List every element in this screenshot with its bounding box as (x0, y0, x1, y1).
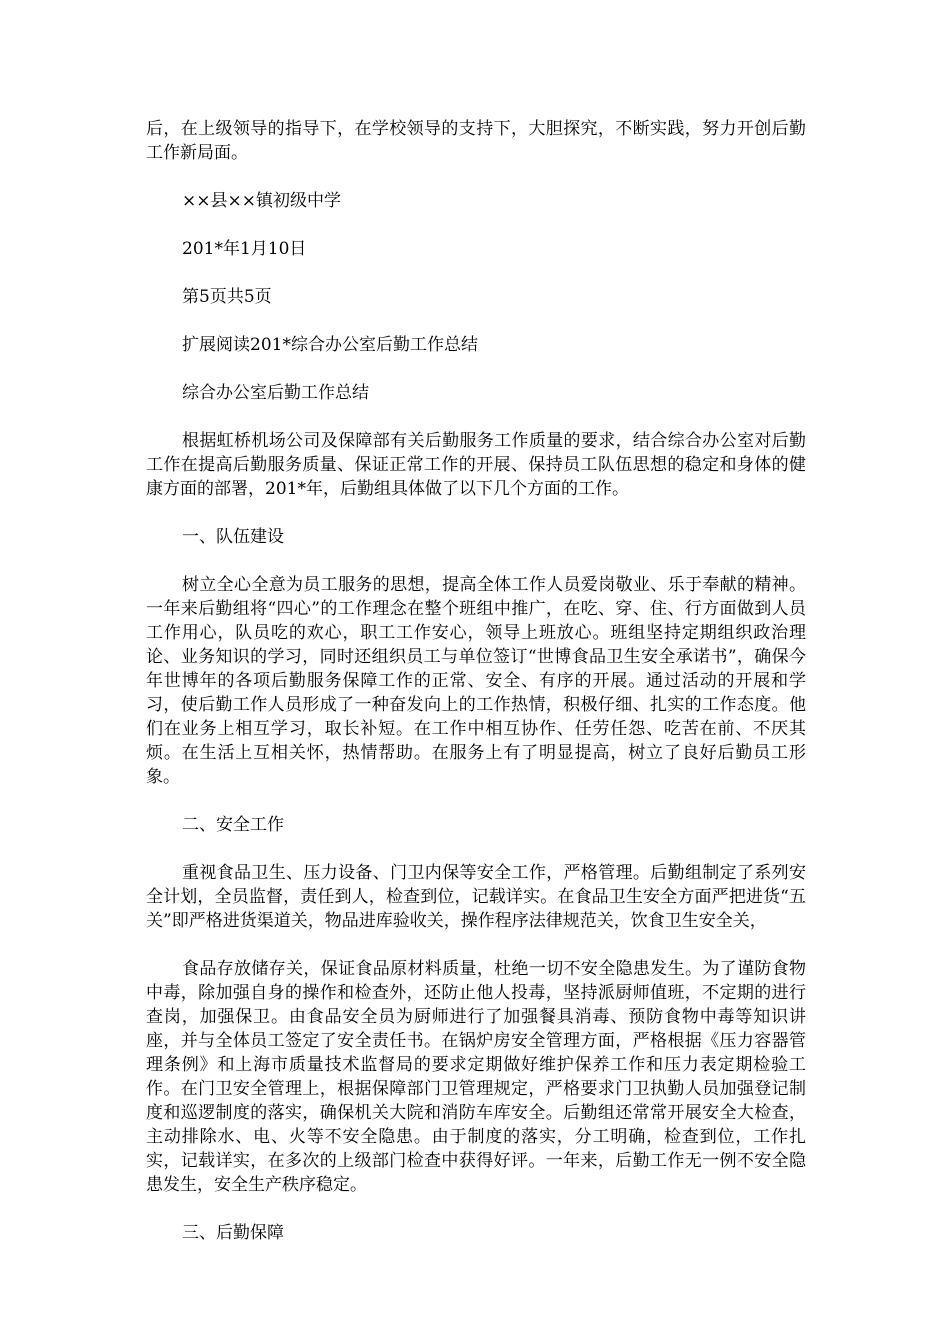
heading-team-building: 一、队伍建设 (182, 527, 284, 547)
extended-reading-title: 扩展阅读201*综合办公室后勤工作总结 (182, 335, 478, 355)
paragraph-continuation: 后，在上级领导的指导下，在学校领导的支持下，大胆探究，不断实践，努力开创后勤工作新局面。 (146, 119, 806, 163)
document-body (146, 117, 806, 1269)
heading-safety-work: 二、安全工作 (182, 815, 284, 835)
page-number: 第5页共5页 (182, 287, 272, 307)
document-date: 201*年1月10日 (182, 239, 307, 259)
safety-paragraph-1: 重视食品卫生、压力设备、门卫内保等安全工作，严格管理。后勤组制定了系列安全计划，全员监督，责任到人，检查到位，记载详实。在食品卫生安全方面严把进货“五关”即严格进货渠道关，物品进库验收关，操作程序法律规范关，饮食卫生安全关， (146, 863, 806, 931)
section-title: 综合办公室后勤工作总结 (182, 383, 369, 403)
heading-logistics-support: 三、后勤保障 (182, 1223, 284, 1243)
team-building-paragraph: 树立全心全意为员工服务的思想，提高全体工作人员爱岗敬业、乐于奉献的精神。一年来后勤组将“四心”的工作理念在整个班组中推广，在吃、穿、住、行方面做到人员工作用心，队员吃的欢心，职工工作安心，领导上班放心。班组坚持定期组织政治理论、业务知识的学习，同时还组织员工与单位签订“世博食品卫生安全承诺书”，确保今年世博年的各项后勤服务保障工作的正常、安全、有序的开展。通过活动的开展和学习，使后勤工作人员形成了一种奋发向上的工作热情，积极仔细、扎实的工作态度。他们在业务上相互学习，取长补短。在工作中相互协作、任劳任怨、吃苦在前、不厌其烦。在生活上互相关怀，热情帮助。在服务上有了明显提高，树立了良好后勤员工形象。 (146, 575, 806, 787)
safety-paragraph-2: 食品存放储存关，保证食品原材料质量，杜绝一切不安全隐患发生。为了谨防食物中毒，除加强自身的操作和检查外，还防止他人投毒，坚持派厨师值班，不定期的进行查岗，加强保卫。由食品安全员为厨师进行了加强餐具消毒、预防食物中毒等知识讲座，并与全体员工签定了安全责任书。在锅炉房安全管理方面，严格根据《压力容器管理条例》和上海市质量技术监督局的要求定期做好维护保养工作和压力表定期检验工作。在门卫安全管理上，根据保障部门卫管理规定，严格要求门卫执勤人员加强登记制度和巡逻制度的落实，确保机关大院和消防车库安全。后勤组还常常开展安全大检查，主动排除水、电、火等不安全隐患。由于制度的落实，分工明确，检查到位，工作扎实，记载详实，在多次的上级部门检查中获得好评。一年来，后勤工作无一例不安全隐患发生，安全生产秩序稳定。 (146, 959, 806, 1195)
intro-paragraph: 根据虹桥机场公司及保障部有关后勤服务工作质量的要求，结合综合办公室对后勤工作在提高后勤服务质量、保证正常工作的开展、保持员工队伍思想的稳定和身体的健康方面的部署，201*年，后勤组具体做了以下几个方面的工作。 (146, 431, 806, 499)
school-name: ××县××镇初级中学 (182, 191, 341, 211)
